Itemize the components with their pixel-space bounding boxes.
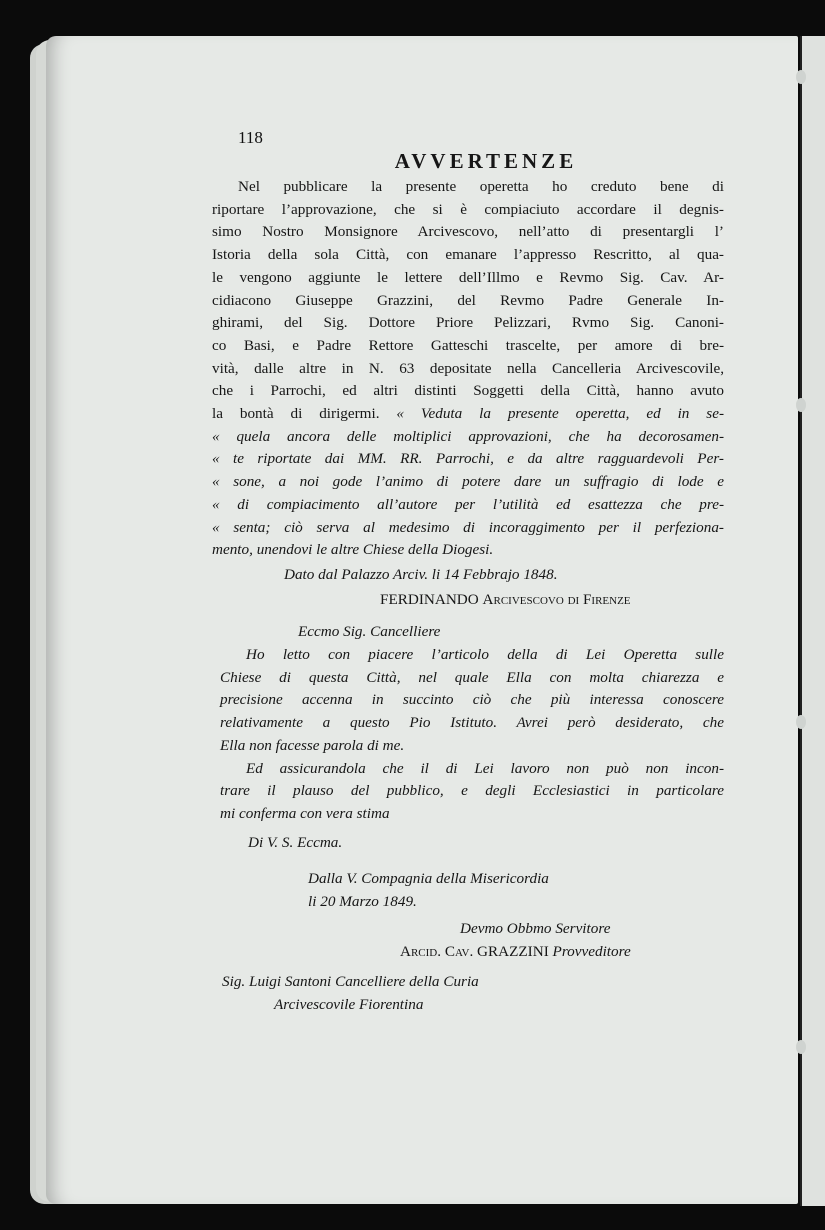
letter-salutation-text: Eccmo Sig. Cancelliere — [298, 623, 441, 641]
text-line: simo Nostro Monsignore Arcivescovo, nell’atto di presentargli l’ — [212, 223, 724, 241]
letter-signer-prefix: Arcid. Cav. — [400, 942, 474, 960]
page-title: AVVERTENZE — [394, 149, 578, 173]
page-text — [212, 122, 724, 1017]
letter-signer-role: Provveditore — [552, 942, 631, 960]
text-line: le vengono aggiunte le lettere dell’Illmo e Revmo Sig. Cav. Ar- — [212, 268, 724, 286]
letter-signature — [212, 941, 724, 964]
letter-line: mi conferma con vera stima — [220, 804, 390, 822]
rescript-line: « senta; ciò serva al medesimo di incoraggimento per il perfeziona- — [212, 518, 724, 536]
rescript-line: mento, unendovi le altre Chiese della Diogesi. — [212, 541, 494, 559]
rescript-signer-name: FERDINANDO — [380, 590, 479, 608]
letter-salutation — [212, 621, 724, 644]
intro-paragraph — [212, 176, 724, 562]
rescript-signature — [212, 589, 724, 612]
letter-line: Chiese di questa Città, nel quale Ella con molta chiarezza e — [220, 668, 724, 686]
rescript-line: « sone, a noi gode l’animo di potere dare un suffragio di lode e — [212, 473, 724, 491]
facing-page-edge — [800, 36, 825, 1206]
rescript-date: Dato dal Palazzo Arciv. li 14 Febbrajo 1848. — [284, 565, 558, 583]
letter-signer-name: GRAZZINI — [477, 942, 549, 960]
letter-line: Ella non facesse parola di me. — [220, 736, 405, 754]
text-line: che i Parrochi, ed altri distinti Soggetti della Città, hanno avuto — [212, 382, 724, 400]
rescript-line: « di compiacimento all’autore per l’utilità ed esattezza che pre- — [212, 495, 724, 513]
letter-line: trare il plauso del pubblico, e degli Ecclesiastici in particolare — [220, 782, 724, 800]
addressee-line: Arcivescovile Fiorentina — [274, 995, 424, 1013]
rescript-quote-start: « Veduta la presente operetta, ed in se- — [396, 405, 725, 423]
rescript-line: « te riportate dai MM. RR. Parrochi, e da altre ragguardevoli Per- — [212, 450, 724, 468]
letter-line: relativamente a questo Pio Istituto. Avrei però desiderato, che — [220, 714, 724, 732]
letter-date: li 20 Marzo 1849. — [308, 893, 417, 911]
text-line: Nel pubblicare la presente operetta ho creduto bene di — [238, 178, 724, 195]
letter-line: Ed assicurandola che il di Lei lavoro non può non incon- — [246, 759, 724, 777]
letter-body — [220, 644, 724, 826]
addressee-line: Sig. Luigi Santoni Cancelliere della Curia — [222, 973, 479, 991]
text-line: ghirami, del Sig. Dottore Priore Pelizzari, Rvmo Sig. Canoni- — [212, 314, 724, 332]
binding-hole — [796, 70, 806, 84]
text-line: vità, dalle altre in N. 63 depositate nella Cancelleria Arcivescovile, — [212, 359, 724, 377]
rescript-line: « quela ancora delle moltiplici approvazioni, che ha decorosamen- — [212, 427, 724, 445]
letter-place: Dalla V. Compagnia della Misericordia — [308, 870, 549, 888]
rescript-intro: la bontà di dirigermi. — [212, 405, 380, 423]
letter-closing: Di V. S. Eccma. — [248, 833, 343, 851]
page-number: 118 — [238, 128, 263, 147]
text-line: Istoria della sola Città, con emanare l’appresso Rescritto, al qua- — [212, 246, 724, 264]
letter-line: Ho letto con piacere l’articolo della di Lei Operetta sulle — [246, 646, 724, 664]
binding-hole — [796, 715, 806, 729]
binding-hole — [796, 1040, 806, 1054]
binding-hole — [796, 398, 806, 412]
letter-line: precisione accenna in succinto ciò che più interessa conoscere — [220, 691, 724, 709]
text-line: co Basi, e Padre Rettore Gatteschi trascelte, per amore di bre- — [212, 336, 724, 354]
text-line: cidiacono Giuseppe Grazzini, del Revmo Padre Generale In- — [212, 291, 724, 309]
rescript-signer-title: Arcivescovo di Firenze — [482, 590, 631, 608]
text-line: riportare l’approvazione, che si è compiaciuto accordare il degnis- — [212, 200, 724, 218]
text-line — [212, 403, 724, 426]
letter-servant: Devmo Obbmo Servitore — [460, 919, 611, 937]
